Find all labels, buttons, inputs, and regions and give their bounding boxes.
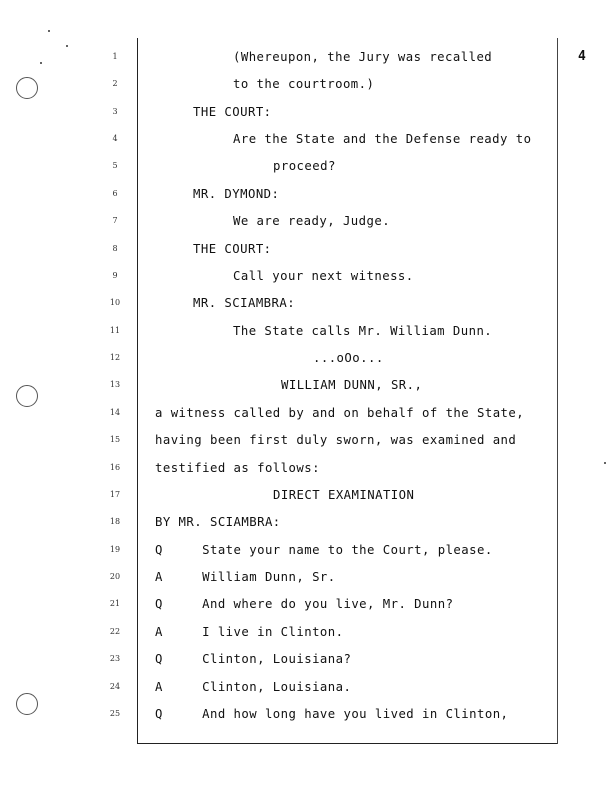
line-text: MR. SCIAMBRA: [193, 296, 296, 310]
line-text: Call your next witness. [233, 269, 414, 283]
transcript-line [0, 677, 612, 697]
line-number: 25 [109, 709, 121, 718]
line-number: 9 [112, 271, 118, 280]
line-number: 1 [112, 52, 118, 61]
line-text: Q And where do you live, Mr. Dunn? [155, 597, 454, 611]
line-number: 21 [109, 599, 121, 608]
line-text: A I live in Clinton. [155, 625, 344, 639]
line-text: A William Dunn, Sr. [155, 570, 336, 584]
transcript-line [0, 649, 612, 669]
line-number: 22 [109, 627, 121, 636]
line-text: Q And how long have you lived in Clinton, [155, 707, 509, 721]
line-number: 10 [109, 298, 121, 307]
line-text: We are ready, Judge. [233, 214, 391, 228]
transcript-line [0, 321, 612, 341]
line-text: THE COURT: [193, 242, 272, 256]
line-text: MR. DYMOND: [193, 187, 280, 201]
transcript-line [0, 129, 612, 149]
line-number: 11 [109, 326, 121, 335]
line-text: BY MR. SCIAMBRA: [155, 515, 281, 529]
transcript-line [0, 540, 612, 560]
line-number: 19 [109, 545, 121, 554]
line-text: to the courtroom.) [233, 77, 375, 91]
line-text: A Clinton, Louisiana. [155, 680, 352, 694]
line-text: testified as follows: [155, 461, 320, 475]
line-text: Q State your name to the Court, please. [155, 543, 493, 557]
line-text: DIRECT EXAMINATION [273, 488, 415, 502]
scan-speck [48, 30, 50, 32]
line-text: having been first duly sworn, was examined and [155, 433, 517, 447]
line-number: 17 [109, 490, 121, 499]
transcript-line [0, 211, 612, 231]
line-number: 3 [112, 107, 118, 116]
line-text: Are the State and the Defense ready to [233, 132, 532, 146]
line-number: 23 [109, 654, 121, 663]
line-number: 15 [109, 435, 121, 444]
transcript-line [0, 102, 612, 122]
transcript-line [0, 458, 612, 478]
transcript-line [0, 594, 612, 614]
transcript-line [0, 430, 612, 450]
transcript-line [0, 47, 612, 67]
transcript-line [0, 485, 612, 505]
line-number: 14 [109, 408, 121, 417]
line-number: 6 [112, 189, 118, 198]
line-text: WILLIAM DUNN, SR., [281, 378, 423, 392]
line-text: proceed? [273, 159, 336, 173]
line-number: 5 [112, 161, 118, 170]
transcript-line [0, 156, 612, 176]
transcript-line [0, 74, 612, 94]
transcript-line [0, 293, 612, 313]
line-text: The State calls Mr. William Dunn. [233, 324, 493, 338]
line-number: 2 [112, 79, 118, 88]
line-text: (Whereupon, the Jury was recalled [233, 50, 493, 64]
line-number: 8 [112, 244, 118, 253]
transcript-line [0, 704, 612, 724]
line-text: ...oOo... [313, 351, 384, 365]
transcript-line [0, 239, 612, 259]
transcript-line [0, 375, 612, 395]
line-number: 12 [109, 353, 121, 362]
line-number: 7 [112, 216, 118, 225]
line-text: a witness called by and on behalf of the State, [155, 406, 525, 420]
line-number: 20 [109, 572, 121, 581]
line-text: THE COURT: [193, 105, 272, 119]
line-number: 4 [112, 134, 118, 143]
line-text: Q Clinton, Louisiana? [155, 652, 352, 666]
line-number: 18 [109, 517, 121, 526]
bottom-rule [137, 743, 557, 744]
transcript-line [0, 348, 612, 368]
transcript-line [0, 567, 612, 587]
transcript-line [0, 266, 612, 286]
line-number: 24 [109, 682, 121, 691]
line-number: 16 [109, 463, 121, 472]
transcript-line [0, 403, 612, 423]
transcript-line [0, 512, 612, 532]
transcript-line [0, 184, 612, 204]
transcript-line [0, 622, 612, 642]
line-number: 13 [109, 380, 121, 389]
page-number: 4 [578, 49, 587, 64]
